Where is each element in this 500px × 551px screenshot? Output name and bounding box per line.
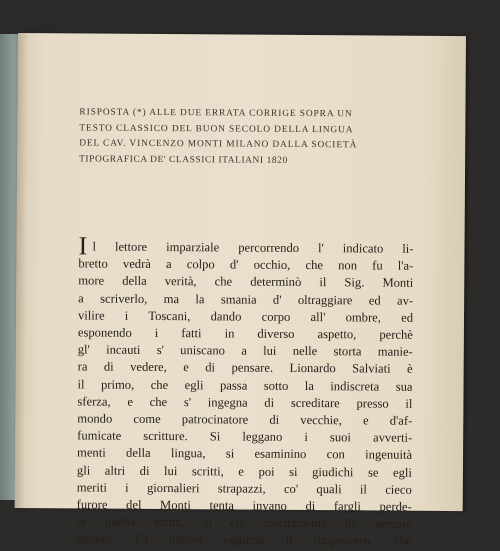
body-line: mondo come patrocinatore di vecchie, e d'af- xyxy=(77,411,413,428)
body-line: furore del Monti tenta invano di fargli perde- xyxy=(76,497,412,514)
heading-line: DEL CAV. VINCENZO MONTI MILANO DALLA SOCIETÀ xyxy=(79,138,358,151)
body-line: fumicate scritture. Si leggano i suoi avverti- xyxy=(77,428,413,445)
body-paragraph xyxy=(76,238,413,550)
body-line: esponendo i fatti in diverso aspetto, perchè xyxy=(77,325,413,342)
book-page xyxy=(15,33,466,549)
body-line: gli altri di lui scritti, e poi si giudichi se egli xyxy=(76,463,412,480)
dark-background xyxy=(0,0,500,34)
body-line: menti della lingua, si esaminino con ingenuità xyxy=(77,445,413,463)
body-line: goduto. Fa nausea oggimai il rimprovero, che xyxy=(76,531,412,549)
body-line: more della verità, che determinò il Sig. Monti xyxy=(78,273,414,291)
drop-cap: I xyxy=(78,231,88,261)
title-heading xyxy=(79,105,379,169)
heading-line: RISPOSTA (*) ALLE DUE ERRATA CORRIGE SOPRA UN xyxy=(79,107,353,120)
body-line: il primo, che egli passa sotto la indiscreta sua xyxy=(77,377,413,394)
body-line: l lettore imparziale percorrendo l' indicato li- xyxy=(92,239,414,256)
body-line: bretto vedrà a colpo d' occhio, che non fu l'a- xyxy=(78,256,414,273)
body-line: meriti i giornalieri strapazzi, co' quali il cieco xyxy=(76,480,412,497)
body-line: sferza, e che s' ingegna di screditare presso il xyxy=(77,394,413,411)
heading-line: TESTO CLASSICO DEL BUON SECOLO DELLA LINGUA xyxy=(79,122,354,135)
body-line: re quella stima, di cui meritamente ha sempre xyxy=(76,514,412,532)
body-line: vilire i Toscani, dando corpo all' ombre, ed xyxy=(77,308,414,325)
heading-line: TIPOGRAFICA DE' CLASSICI ITALIANI 1820 xyxy=(79,153,288,166)
body-line: gl' incauti s' uniscano a lui nelle storta manie- xyxy=(77,342,413,359)
body-line: ra di vedere, e di pensare. Lionardo Salviati è xyxy=(77,359,413,377)
body-line: a scriverlo, ma la smania d' oltraggiare ed av- xyxy=(78,291,414,308)
